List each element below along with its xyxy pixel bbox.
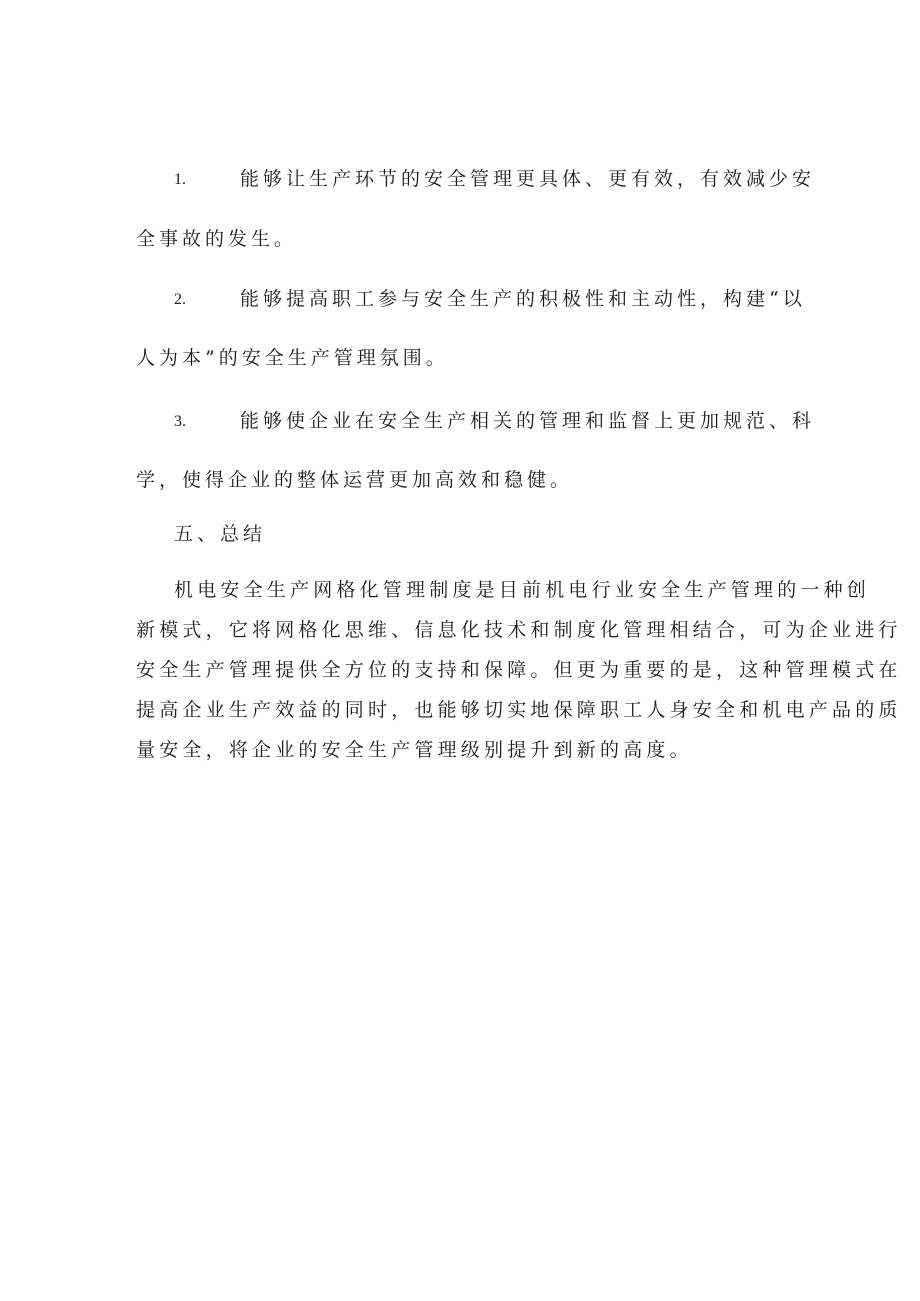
item-1-text-line2: 全事故的发生。 [136,228,298,250]
paragraph-line-4: 提高企业生产效益的同时，也能够切实地保障职工人身安全和机电产品的质 [136,699,902,721]
paragraph-line-2: 新模式，它将网格化思维、信息化技术和制度化管理相结合，可为企业进行 [136,619,902,641]
paragraph-line-1: 机电安全生产网格化管理制度是目前机电行业安全生产管理的一种创 [174,579,871,601]
item-1-text-line1: 能够让生产环节的安全管理更具体、更有效，有效减少安 [240,168,816,190]
paragraph-line-5: 量安全，将企业的安全生产管理级别提升到新的高度。 [136,739,693,761]
item-2-text-line1: 能够提高职工参与安全生产的积极性和主动性，构建“以 [240,288,806,310]
item-3-text-line1: 能够使企业在安全生产相关的管理和监督上更加规范、科 [240,410,816,432]
item-3-number: 3. [174,413,186,430]
item-1-number: 1. [174,171,186,188]
section-heading: 五、总结 [174,523,267,545]
paragraph-line-3: 安全生产管理提供全方位的支持和保障。但更为重要的是，这种管理模式在 [136,659,902,681]
item-3-text-line2: 学，使得企业的整体运营更加高效和稳健。 [136,469,574,491]
item-2-number: 2. [174,291,186,308]
item-2-text-line2: 人为本”的安全生产管理氛围。 [136,347,449,369]
